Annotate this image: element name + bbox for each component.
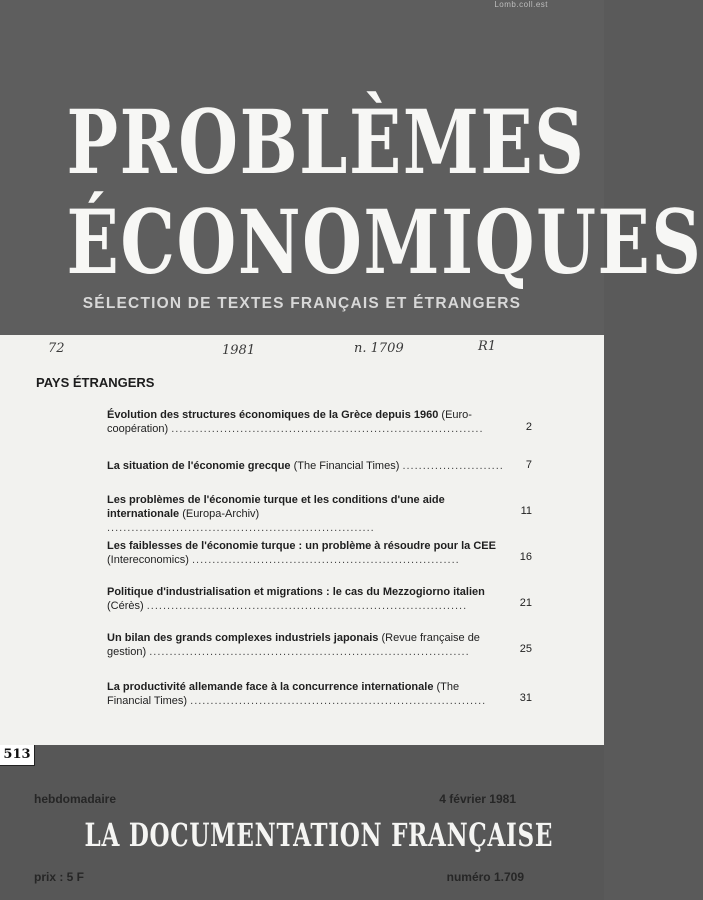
toc-entry[interactable]: Les faiblesses de l'économie turque : un problème à résoudre pour la CEE (Intereconomics) .................................................................. bbox=[107, 540, 496, 566]
handwritten-note: 1981 bbox=[222, 343, 256, 358]
toc-entry[interactable]: Politique d'industrialisation et migrations : le cas du Mezzogiorno italien (Cérès) ............................................................................... bbox=[107, 586, 485, 612]
toc-entry-title: Les faiblesses de l'économie turque : un problème à résoudre pour la CEE bbox=[107, 540, 496, 552]
toc-entry[interactable]: Un bilan des grands complexes industriels japonais (Revue française de gestion) ............................................................................... bbox=[107, 632, 480, 658]
toc-entry-source: (Cérès) bbox=[107, 600, 144, 612]
toc-entry-title: Politique d'industrialisation et migrations : le cas du Mezzogiorno italien bbox=[107, 586, 485, 598]
issue-badge: 513 bbox=[0, 745, 35, 766]
toc-entry-source: (Revue française de gestion) bbox=[107, 632, 480, 658]
toc-entry-source: (The Financial Times) bbox=[293, 460, 400, 472]
table-of-contents bbox=[0, 335, 604, 745]
handwritten-note: R1 bbox=[478, 339, 497, 354]
toc-entry-page: 7 bbox=[525, 459, 532, 471]
publisher-name: LA DOCUMENTATION FRANÇAISE bbox=[84, 816, 554, 854]
handwritten-note: 72 bbox=[48, 341, 65, 356]
toc-entry-page: 31 bbox=[519, 692, 532, 704]
section-heading: PAYS ÉTRANGERS bbox=[36, 375, 155, 390]
price-label: prix : 5 F bbox=[34, 870, 85, 884]
toc-entry-title: Un bilan des grands complexes industriels japonais bbox=[107, 632, 379, 644]
toc-entry[interactable]: La situation de l'économie grecque (The Financial Times) ......................... bbox=[107, 460, 504, 472]
issue-number: numéro 1.709 bbox=[446, 870, 524, 884]
toc-entry[interactable]: Évolution des structures économiques de la Grèce depuis 1960 (Euro-coopération) ............................................................................. bbox=[107, 409, 484, 435]
toc-entry-title: Les problèmes de l'économie turque et les conditions d'une aide internationale bbox=[107, 494, 445, 520]
toc-entry-title: La situation de l'économie grecque bbox=[107, 460, 291, 472]
toc-entry-source: (Euro-coopération) bbox=[107, 409, 472, 435]
toc-entry-page: 11 bbox=[520, 505, 532, 517]
issue-date: 4 février 1981 bbox=[439, 792, 516, 806]
magazine-title-line2: ÉCONOMIQUES bbox=[66, 190, 703, 294]
cover-header bbox=[0, 0, 703, 335]
handwritten-note: n. 1709 bbox=[354, 341, 404, 356]
toc-entry-title: Évolution des structures économiques de la Grèce depuis 1960 bbox=[107, 409, 439, 421]
toc-entry-source: (The Financial Times) bbox=[107, 681, 460, 707]
magazine-title-line1: PROBLÈMES bbox=[66, 90, 586, 194]
toc-entry-page: 2 bbox=[525, 421, 532, 433]
toc-entry-source: (Intereconomics) bbox=[107, 554, 189, 566]
toc-entry[interactable]: La productivité allemande face à la concurrence internationale (The Financial Times) ......................................................................... bbox=[107, 681, 487, 707]
toc-entry-page: 21 bbox=[519, 597, 532, 609]
toc-entry-page: 16 bbox=[519, 551, 532, 563]
frequency-label: hebdomadaire bbox=[34, 792, 117, 806]
toc-entry[interactable]: Les problèmes de l'économie turque et les conditions d'une aide internationale (Europa-Archiv) .................................................................. bbox=[107, 494, 445, 534]
magazine-subtitle: SÉLECTION DE TEXTES FRANÇAIS ET ÉTRANGERS bbox=[82, 295, 522, 312]
toc-entry-page: 25 bbox=[519, 643, 532, 655]
corner-mark: Lomb.coll.est bbox=[494, 0, 548, 9]
toc-entry-source: (Europa-Archiv) bbox=[182, 508, 260, 520]
toc-entry-title: La productivité allemande face à la concurrence internationale bbox=[107, 681, 434, 693]
